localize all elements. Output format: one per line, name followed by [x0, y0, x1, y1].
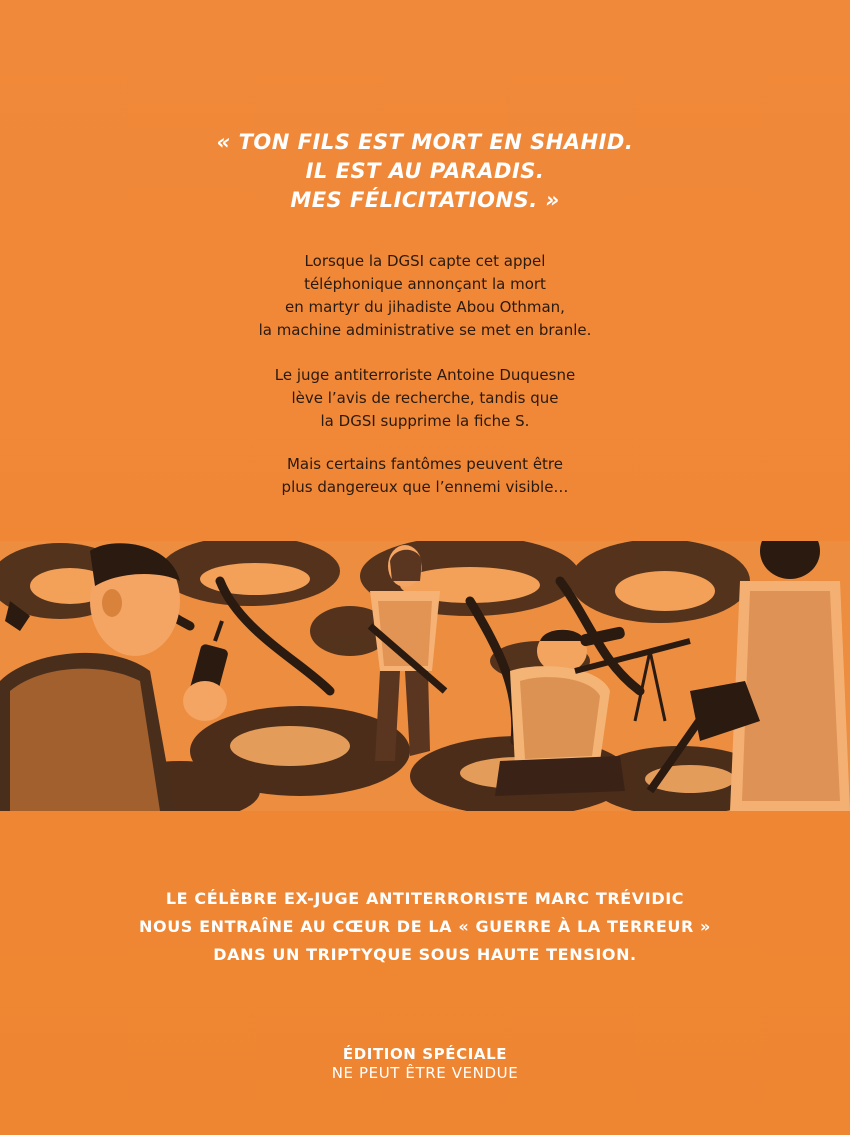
edition-subtitle: NE PEUT ÊTRE VENDUE: [331, 1064, 519, 1082]
quote-line: « TON FILS EST MORT EN SHAHID.: [216, 130, 634, 154]
edition-notice: [0, 1045, 850, 1083]
synopsis-paragraph-1: [0, 250, 850, 342]
synopsis-line: la DGSI supprime la fiche S.: [320, 412, 530, 430]
synopsis-line: téléphonique annonçant la mort: [304, 275, 546, 293]
quote-line: MES FÉLICITATIONS. »: [290, 188, 560, 212]
tagline-line: DANS UN TRIPTYQUE SOUS HAUTE TENSION.: [213, 945, 637, 964]
synopsis-line: Mais certains fantômes peuvent être: [286, 455, 563, 473]
synopsis-line: Le juge antiterroriste Antoine Duquesne: [274, 366, 576, 384]
tagline: [0, 885, 850, 969]
quote-line: IL EST AU PARADIS.: [305, 159, 545, 183]
synopsis-paragraph-3: [0, 453, 850, 499]
pull-quote: [0, 128, 850, 215]
synopsis-line: en martyr du jihadiste Abou Othman,: [285, 298, 565, 316]
synopsis-line: lève l’avis de recherche, tandis que: [291, 389, 559, 407]
synopsis-paragraph-2: [0, 364, 850, 433]
tagline-line: NOUS ENTRAÎNE AU CŒUR DE LA « GUERRE À LA TERREUR »: [139, 917, 711, 936]
tagline-line: LE CÉLÈBRE EX-JUGE ANTITERRORISTE MARC TRÉVIDIC: [165, 889, 685, 908]
edition-title: ÉDITION SPÉCIALE: [342, 1045, 508, 1063]
synopsis-line: Lorsque la DGSI capte cet appel: [304, 252, 546, 270]
forest-soldiers-illustration: [0, 541, 850, 811]
synopsis-line: la machine administrative se met en branle.: [258, 321, 592, 339]
synopsis-line: plus dangereux que l’ennemi visible…: [281, 478, 569, 496]
